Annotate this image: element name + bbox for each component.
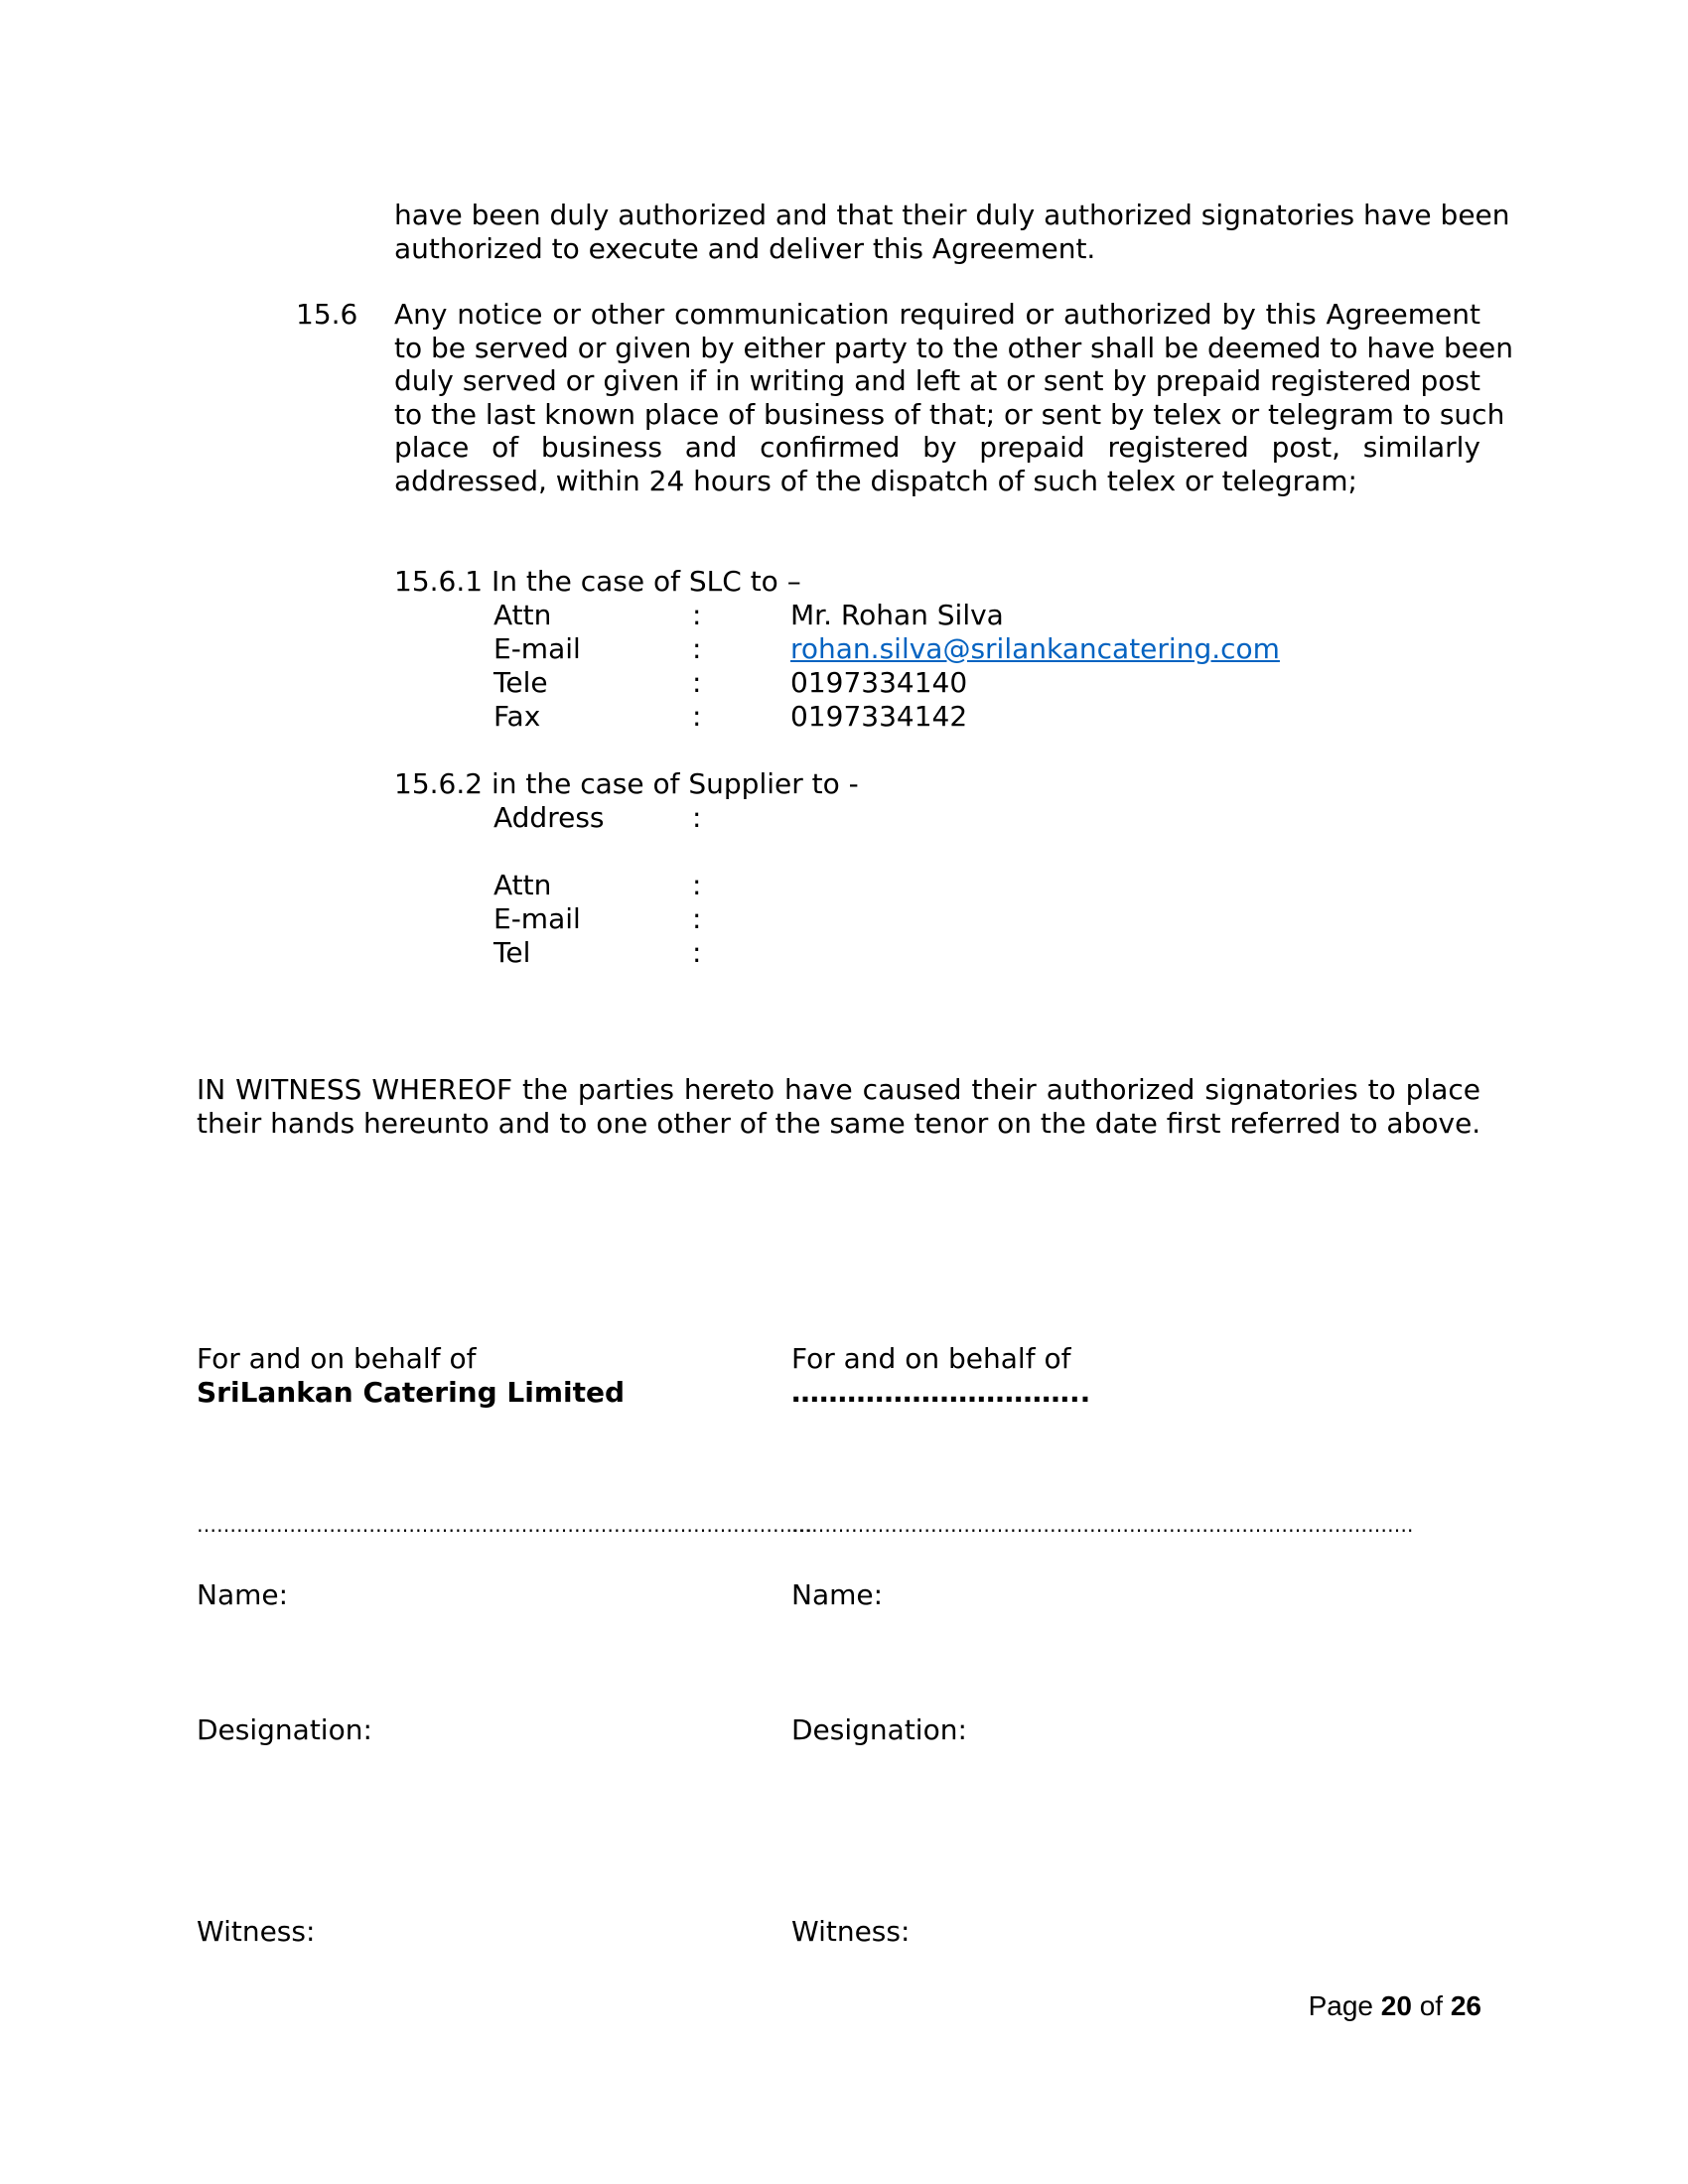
slc-tele-label: Tele [493, 666, 548, 699]
clause-15-6-text [394, 298, 1513, 498]
page-word: Page [1308, 1990, 1373, 2021]
total-pages: 26 [1450, 1990, 1481, 2021]
clause-number: 15.6 [296, 298, 358, 331]
supplier-address-label: Address [493, 801, 605, 834]
slc-fax-colon: : [692, 700, 702, 733]
paragraph-line: their hands hereunto and to one other of the same tenor on the date first referred to above. [197, 1106, 1481, 1140]
right-designation-label: Designation: [791, 1713, 967, 1746]
left-signature-line: ………………………………………………………………………………… [197, 1513, 812, 1537]
slc-tele-colon: : [692, 666, 702, 699]
slc-email-link[interactable]: rohan.silva@srilankancatering.com [790, 632, 1280, 665]
right-witness-label: Witness: [791, 1915, 911, 1948]
paragraph-line: to be served or given by either party to the other shall be deemed to have been [394, 331, 1513, 364]
supplier-tel-colon: : [692, 936, 702, 969]
left-behalf-label: For and on behalf of [197, 1342, 477, 1375]
supplier-tel-label: Tel [493, 936, 531, 969]
paragraph-line: duly served or given if in writing and left at or sent by prepaid registered post [394, 364, 1480, 398]
supplier-address-colon: : [692, 801, 702, 834]
clause-15-6-2-heading: 15.6.2 in the case of Supplier to - [394, 767, 859, 800]
slc-fax-label: Fax [493, 700, 541, 733]
clause-15-5-continuation [394, 199, 1510, 265]
slc-attn-value: Mr. Rohan Silva [790, 599, 1004, 631]
paragraph-line: IN WITNESS WHEREOF the parties hereto have caused their authorized signatories to place [197, 1073, 1480, 1106]
clause-15-6-1-heading: 15.6.1 In the case of SLC to – [394, 565, 801, 598]
paragraph-line: Any notice or other communication required or authorized by this Agreement [394, 298, 1480, 331]
paragraph-line: place of business and confirmed by prepaid registered post, similarly [394, 431, 1480, 465]
supplier-attn-label: Attn [493, 869, 552, 901]
right-signature-line: …………………………………………………………………………………. [791, 1513, 1414, 1537]
right-party-placeholder: ………………………….. [791, 1376, 1091, 1409]
left-name-label: Name: [197, 1578, 289, 1611]
paragraph-line: have been duly authorized and that their duly authorized signatories have been [394, 199, 1510, 231]
slc-attn-label: Attn [493, 599, 552, 631]
witness-clause [197, 1073, 1480, 1140]
right-behalf-label: For and on behalf of [791, 1342, 1071, 1375]
right-name-label: Name: [791, 1578, 884, 1611]
paragraph-line: to the last known place of business of that; or sent by telex or telegram to such [394, 397, 1505, 431]
of-word: of [1419, 1990, 1444, 2021]
supplier-email-colon: : [692, 902, 702, 935]
page-number: 20 [1380, 1990, 1412, 2021]
left-designation-label: Designation: [197, 1713, 372, 1746]
page-footer [1309, 1989, 1481, 2023]
slc-tele-value: 0197334140 [790, 666, 968, 699]
supplier-attn-colon: : [692, 869, 702, 901]
left-witness-label: Witness: [197, 1915, 316, 1948]
slc-fax-value: 0197334142 [790, 700, 968, 733]
left-party-name: SriLankan Catering Limited [197, 1376, 626, 1409]
slc-attn-colon: : [692, 599, 702, 631]
supplier-email-label: E-mail [493, 902, 581, 935]
paragraph-line: authorized to execute and deliver this Agreement. [394, 231, 1096, 265]
slc-email-label: E-mail [493, 632, 581, 665]
slc-email-colon: : [692, 632, 702, 665]
paragraph-line: addressed, within 24 hours of the dispatch of such telex or telegram; [394, 464, 1357, 497]
